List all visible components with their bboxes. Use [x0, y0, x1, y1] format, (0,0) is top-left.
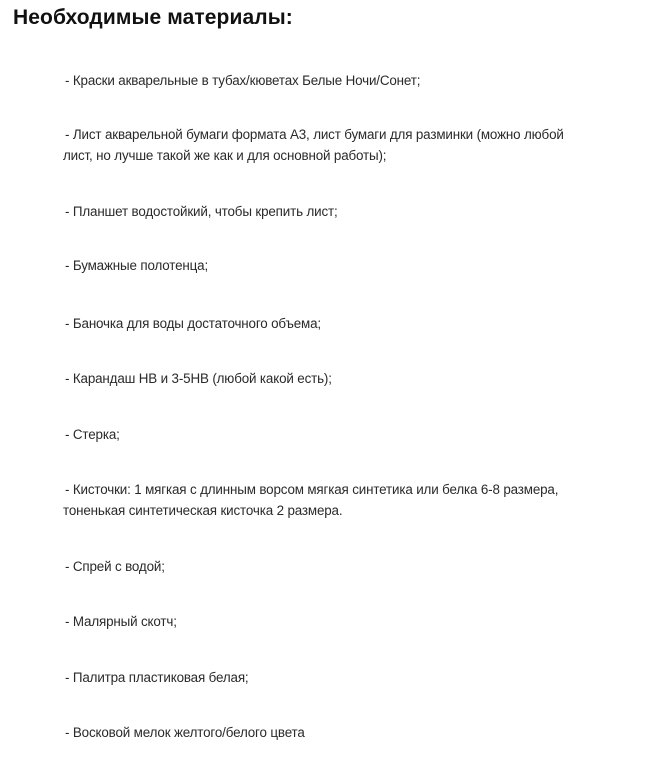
list-item-line: - Кисточки: 1 мягкая с длинным ворсом мягкая синтетика или белка 6-8 размера,: [65, 482, 559, 497]
list-item: - Баночка для воды достаточного объема;: [65, 316, 321, 331]
list-item: - Восковой мелок желтого/белого цвета: [65, 725, 305, 740]
list-item: - Малярный скотч;: [65, 614, 177, 629]
list-item: - Планшет водостойкий, чтобы крепить лист;: [65, 204, 338, 219]
list-item: - Стерка;: [65, 427, 120, 442]
list-item: - Палитра пластиковая белая;: [65, 670, 249, 685]
list-item: - Карандаш НВ и 3-5НВ (любой какой есть);: [65, 371, 332, 386]
list-item: - Бумажные полотенца;: [65, 258, 209, 273]
list-item: - Краски акварельные в тубах/кюветах Белые Ночи/Сонет;: [65, 73, 421, 88]
list-item: - Спрей с водой;: [65, 559, 165, 574]
list-item-line: тоненькая синтетическая кисточка 2 размера.: [63, 503, 343, 518]
page-title: Необходимые материалы:: [13, 6, 293, 29]
list-item: [65, 124, 657, 166]
list-item: [65, 479, 657, 521]
list-item-line: - Лист акварельной бумаги формата А3, лист бумаги для разминки (можно любой: [65, 127, 564, 142]
list-item-line: лист, но лучше такой же как и для основной работы);: [63, 148, 387, 163]
